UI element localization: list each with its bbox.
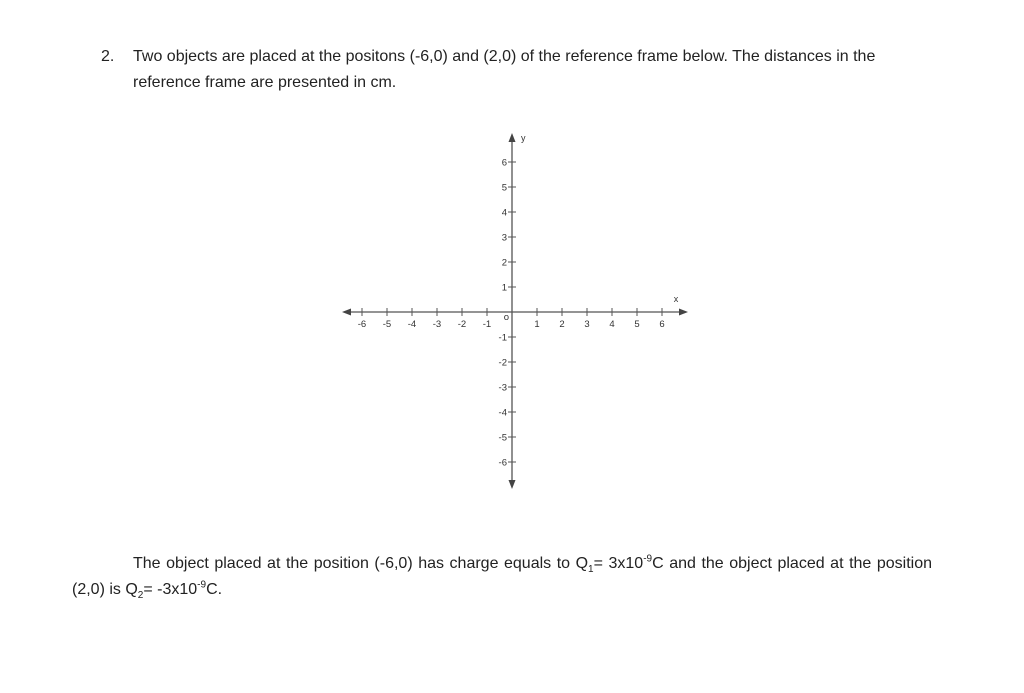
para-part-1: The object placed at the position (-6,0) has charge equals to Q [133, 555, 589, 572]
y-tick-label: -5 [498, 432, 507, 444]
x-axis-label: x [673, 294, 679, 304]
y-tick-label: 2 [501, 257, 507, 269]
y-tick-label: 3 [501, 232, 507, 244]
y-tick-label: -6 [498, 457, 507, 469]
x-tick-label: 5 [634, 319, 640, 330]
charge-paragraph [72, 551, 932, 603]
y-tick-label: 6 [501, 157, 507, 169]
para-part-4: = -3x10 [143, 581, 198, 598]
question-text: Two objects are placed at the positons (-6,0) and (2,0) of the reference frame below. The distances in the reference frame are presented in cm. [133, 48, 876, 91]
y-tick-label: -4 [498, 407, 507, 419]
x-tick-label: -6 [357, 319, 367, 330]
q2-exponent: -9 [197, 579, 207, 591]
y-tick-label: -3 [498, 382, 507, 394]
y-axis-label: y [521, 133, 526, 143]
para-part-5: C. [206, 581, 223, 598]
x-tick-label: 3 [584, 319, 590, 330]
x-axis-arrow-left [342, 309, 351, 316]
x-tick-label: 1 [534, 319, 540, 330]
y-tick-label: 1 [501, 282, 507, 294]
reference-frame [330, 125, 700, 495]
q1-exponent: -9 [643, 553, 653, 565]
para-part-2: = 3x10 [593, 555, 644, 572]
y-tick-label: 5 [501, 182, 507, 194]
x-axis-arrow-right [679, 309, 688, 316]
q1-subscript: 1 [588, 564, 594, 576]
x-tick-label: -4 [407, 319, 417, 330]
origin-label: o [503, 312, 509, 323]
x-tick-label: -1 [482, 319, 492, 330]
y-tick-label: -2 [498, 357, 507, 369]
x-tick-label: -3 [432, 319, 442, 330]
reference-frame-svg [330, 125, 700, 495]
para-part-3: C and the object placed at the position (2,0) is Q [72, 555, 933, 598]
y-tick-label: -1 [498, 332, 507, 344]
x-tick-label: 4 [609, 319, 615, 330]
x-tick-label: -2 [457, 319, 467, 330]
y-axis-arrow-down [509, 480, 516, 489]
x-tick-label: 6 [659, 319, 665, 330]
y-tick-label: 4 [501, 207, 507, 219]
y-axis-arrow-up [509, 133, 516, 142]
q2-subscript: 2 [137, 590, 144, 602]
x-tick-label: 2 [559, 319, 565, 330]
tick-group [358, 158, 665, 469]
x-tick-label: -5 [382, 319, 392, 330]
question-number: 2. [101, 48, 115, 65]
